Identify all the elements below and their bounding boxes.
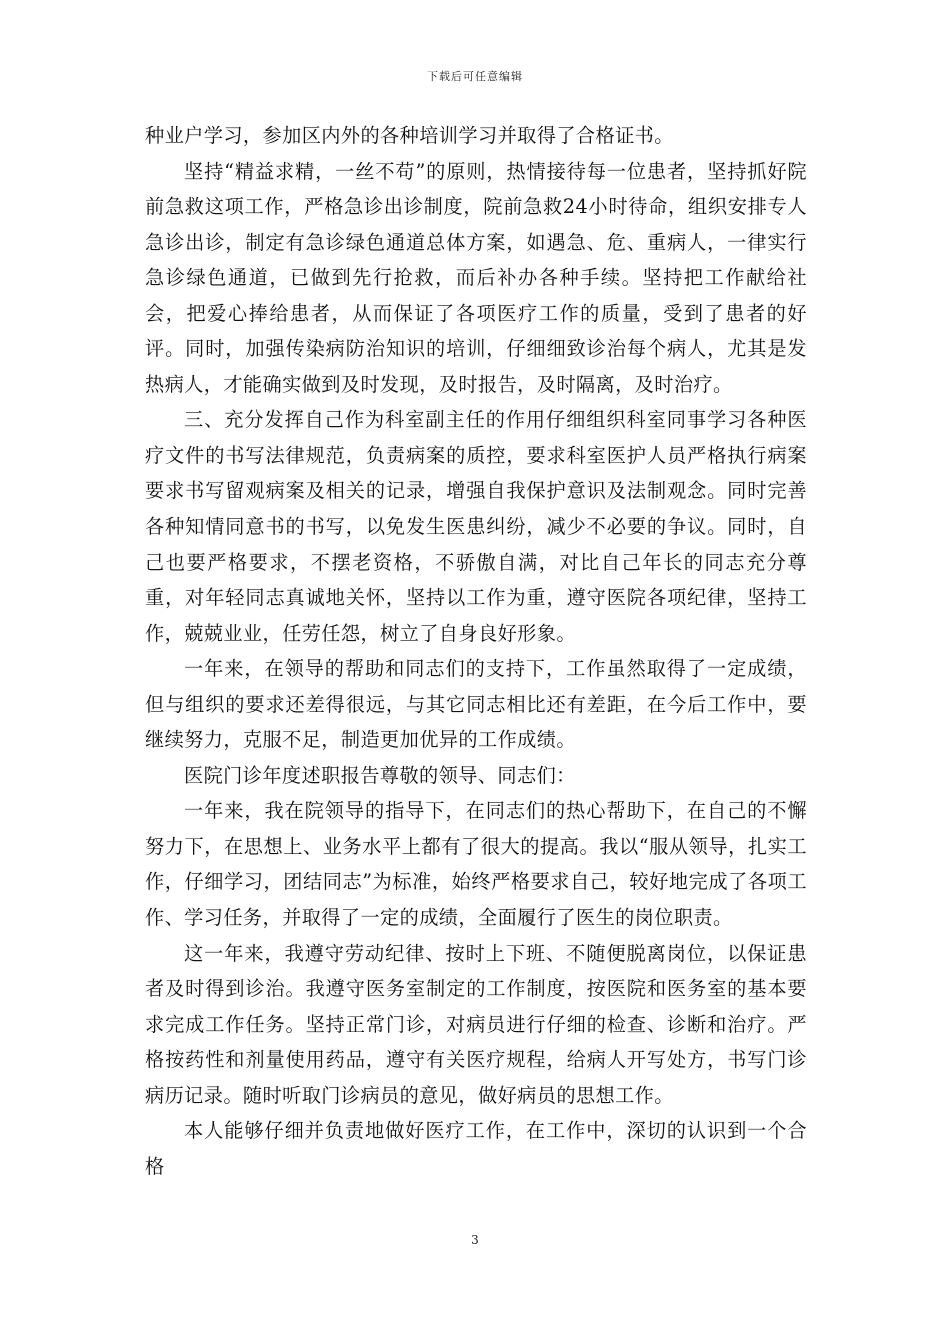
paragraph-1: 种业户学习，参加区内外的各种培训学习并取得了合格证书。 xyxy=(145,124,674,147)
paragraph-6: 一年来，我在院领导的指导下，在同志们的热心帮助下，在自己的不懈努力下，在思想上、业务水平上都有了很大的提高。我以“服从领导，扎实工作，仔细学习，团结同志”为标准，始终严格要求自己，较好地完成了各项工作、学习任务，并取得了一定的成绩，全面履行了医生的岗位职责。 xyxy=(145,799,807,930)
paragraph-7: 这一年来，我遵守劳动纪律、按时上下班、不随便脱离岗位，以保证患者及时得到诊治。我遵守医务室制定的工作制度，按医院和医务室的基本要求完成工作任务。坚持正常门诊，对病员进行仔细的检查、诊断和治疗。严格按药性和剂量使用药品，遵守有关医疗规程，给病人开写处方，书写门诊病历记录。随时听取门诊病员的意见，做好病员的思想工作。 xyxy=(145,941,807,1107)
paragraph-2: 坚持“精益求精，一丝不苟”的原则，热情接待每一位患者，坚持抓好院前急救这项工作，严格急诊出诊制度，院前急救24小时待命，组织安排专人急诊出诊，制定有急诊绿色通道总体方案，如遇急、危、重病人，一律实行急诊绿色通道，已做到先行抢救，而后补办各种手续。坚持把工作献给社会，把爱心捧给患者，从而保证了各项医疗工作的质量，受到了患者的好评。同时，加强传染病防治知识的培训，仔细细致诊治每个病人，尤其是发热病人，才能确实做到及时发现，及时报告，及时隔离，及时治疗。 xyxy=(145,159,807,396)
document-body xyxy=(145,118,807,1184)
page-number: 3 xyxy=(471,1233,479,1247)
paragraph-5-heading: 医院门诊年度述职报告尊敬的领导、同志们： xyxy=(184,763,576,787)
page-header-note: 下载后可任意编辑 xyxy=(427,70,523,83)
paragraph-4: 一年来，在领导的帮助和同志们的支持下，工作虽然取得了一定成绩，但与组织的要求还差得很远，与其它同志相比还有差距，在今后工作中，要继续努力，克服不足，制造更加优异的工作成绩。 xyxy=(145,657,807,752)
paragraph-3: 三、充分发挥自己作为科室副主任的作用仔细组织科室同事学习各种医疗文件的书写法律规范，负责病案的质控，要求科室医护人员严格执行病案要求书写留观病案及相关的记录，增强自我保护意识及法制观念。同时完善各种知情同意书的书写，以免发生医患纠纷，减少不必要的争议。同时，自己也要严格要求，不摆老资格，不骄傲自满，对比自己年长的同志充分尊重，对年轻同志真诚地关怀，坚持以工作为重，遵守医院各项纪律，坚持工作，兢兢业业，任劳任怨，树立了自身良好形象。 xyxy=(145,408,807,645)
paragraph-8: 本人能够仔细并负责地做好医疗工作，在工作中，深切的认识到一个合格 xyxy=(145,1119,807,1178)
